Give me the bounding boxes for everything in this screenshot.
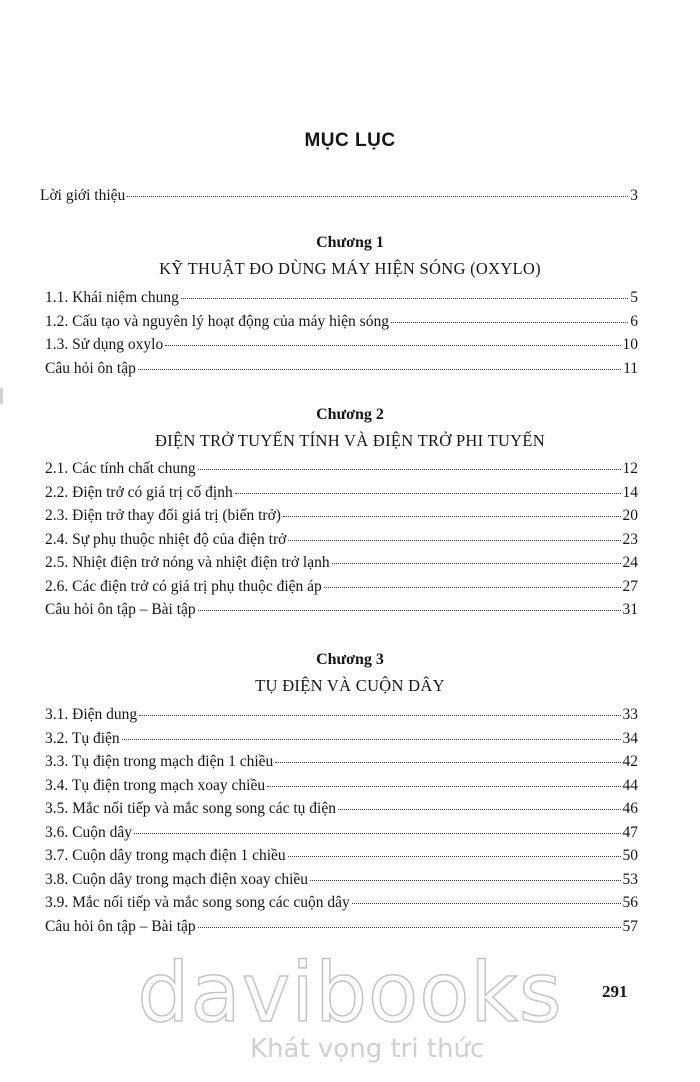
toc-entry-page: 53 (622, 870, 638, 888)
toc-entry-page: 31 (622, 601, 638, 618)
toc-entry-label: 1.3. Sử dụng oxylo (45, 336, 164, 353)
dot-leader (338, 808, 621, 810)
toc-entry-intro[interactable] (40, 184, 638, 208)
chapter-2-heading (0, 404, 700, 453)
toc-entry[interactable] (45, 598, 638, 622)
toc-entry-label: 3.8. Cuộn dây trong mạch điện xoay chiều (45, 870, 309, 888)
chapter-number: Chương 1 (316, 234, 384, 251)
toc-entry[interactable] (45, 774, 638, 798)
toc-entry-label: 2.2. Điện trở có giá trị cố định (45, 483, 233, 501)
toc-entry[interactable] (45, 504, 638, 528)
toc-entry-label: Câu hỏi ôn tập (45, 359, 136, 377)
watermark-logo: davibooks (137, 946, 563, 1041)
toc-entry-page: 11 (623, 359, 638, 377)
toc-entry-label: 3.5. Mắc nối tiếp và mắc song song các tụ điện (45, 800, 336, 817)
toc-entry-label: 3.7. Cuộn dây trong mạch điện 1 chiều (45, 847, 286, 864)
dot-leader (134, 832, 621, 834)
toc-entry-label: 2.6. Các điện trở có giá trị phụ thuộc điện áp (45, 577, 322, 595)
toc-entry-page: 3 (630, 187, 638, 204)
toc-entry[interactable] (45, 915, 638, 939)
dot-leader (288, 855, 621, 857)
toc-entry-page: 23 (622, 530, 638, 548)
toc-entry-label: 3.2. Tụ điện (45, 729, 120, 747)
chapter-3-entries (45, 703, 638, 938)
toc-entry-page: 20 (622, 507, 638, 524)
dot-leader (267, 785, 620, 787)
toc-entry-page: 6 (630, 312, 638, 330)
toc-entry-page: 14 (622, 483, 638, 501)
toc-entry-label: 3.4. Tụ điện trong mạch xoay chiều (45, 776, 266, 794)
toc-entry-page: 56 (622, 894, 638, 911)
chapter-number: Chương 2 (316, 406, 384, 423)
dot-leader (235, 492, 621, 494)
dot-leader (198, 468, 621, 470)
toc-entry-label: Câu hỏi ôn tập – Bài tập (45, 601, 196, 618)
dot-leader (198, 609, 621, 611)
toc-entry[interactable] (45, 868, 638, 892)
toc-entry[interactable] (45, 891, 638, 915)
toc-entry[interactable] (45, 310, 638, 334)
dot-leader (283, 515, 621, 517)
toc-entry[interactable] (45, 727, 638, 751)
toc-entry-page: 57 (622, 917, 638, 935)
toc-entry-page: 46 (622, 800, 638, 817)
toc-entry-label: 3.6. Cuộn dây (45, 823, 132, 841)
toc-entry-page: 5 (630, 289, 638, 306)
toc-entry-label: Lời giới thiệu (40, 187, 126, 204)
toc-title: MỤC LỤC (304, 130, 396, 151)
dot-leader (352, 902, 621, 904)
dot-leader (310, 879, 620, 881)
toc-entry-page: 47 (622, 823, 638, 841)
dot-leader (165, 344, 620, 346)
toc-entry[interactable] (45, 551, 638, 575)
chapter-number: Chương 3 (316, 651, 384, 668)
chapter-1-heading (0, 232, 700, 281)
toc-entry-page: 24 (622, 554, 638, 571)
toc-entry-label: 3.3. Tụ điện trong mạch điện 1 chiều (45, 753, 274, 770)
chapter-title: KỸ THUẬT ĐO DÙNG MÁY HIỆN SÓNG (OXYLO) (159, 259, 541, 278)
toc-entry[interactable] (45, 797, 638, 821)
dot-leader (181, 297, 628, 299)
toc-entry-label: 2.4. Sự phụ thuộc nhiệt độ của điện trở (45, 530, 287, 548)
toc-entry-label: 1.2. Cấu tạo và nguyên lý hoạt động của máy hiện sóng (45, 312, 389, 330)
toc-entry-page: 33 (622, 706, 638, 723)
toc-entry-label: 1.1. Khái niệm chung (45, 289, 179, 306)
toc-entry-label: 2.5. Nhiệt điện trở nóng và nhiệt điện trở lạnh (45, 554, 330, 571)
dot-leader (139, 714, 620, 716)
toc-entry[interactable] (45, 844, 638, 868)
toc-entry[interactable] (45, 457, 638, 481)
dot-leader (275, 761, 620, 763)
scan-artifact (0, 388, 3, 404)
toc-entry[interactable] (45, 286, 638, 310)
toc-entry[interactable] (45, 821, 638, 845)
chapter-3-heading (0, 649, 700, 698)
toc-entry[interactable] (45, 703, 638, 727)
toc-entry[interactable] (45, 575, 638, 599)
chapter-2-entries (45, 457, 638, 622)
toc-entry[interactable] (45, 750, 638, 774)
dot-leader (391, 321, 628, 323)
dot-leader (127, 195, 628, 197)
toc-entry-label: 2.3. Điện trở thay đổi giá trị (biến trở) (45, 507, 281, 524)
page-number: 291 (602, 982, 628, 1001)
toc-entry[interactable] (45, 357, 638, 381)
dot-leader (122, 738, 621, 740)
toc-entry-page: 10 (622, 336, 638, 353)
dot-leader (332, 562, 621, 564)
toc-entry-label: 2.1. Các tính chất chung (45, 460, 196, 477)
toc-entry[interactable] (45, 528, 638, 552)
toc-entry-label: 3.1. Điện dung (45, 706, 138, 723)
toc-entry-page: 12 (622, 460, 638, 477)
dot-leader (288, 539, 620, 541)
dot-leader (138, 368, 621, 370)
chapter-1-entries (45, 286, 638, 380)
toc-entry-page: 44 (622, 776, 638, 794)
toc-entry-page: 42 (622, 753, 638, 770)
toc-entry-label: 3.9. Mắc nối tiếp và mắc song song các cuộn dây (45, 894, 350, 911)
toc-entry-page: 34 (622, 729, 638, 747)
dot-leader (324, 586, 621, 588)
chapter-title: ĐIỆN TRỞ TUYẾN TÍNH VÀ ĐIỆN TRỞ PHI TUYẾN (155, 431, 545, 450)
chapter-title: TỤ ĐIỆN VÀ CUỘN DÂY (255, 676, 445, 695)
dot-leader (198, 926, 621, 928)
watermark-tagline: Khát vọng tri thức (250, 1034, 485, 1064)
toc-entry[interactable] (45, 481, 638, 505)
toc-entry-label: Câu hỏi ôn tập – Bài tập (45, 917, 196, 935)
toc-entry[interactable] (45, 333, 638, 357)
toc-entry-page: 50 (622, 847, 638, 864)
toc-entry-page: 27 (622, 577, 638, 595)
